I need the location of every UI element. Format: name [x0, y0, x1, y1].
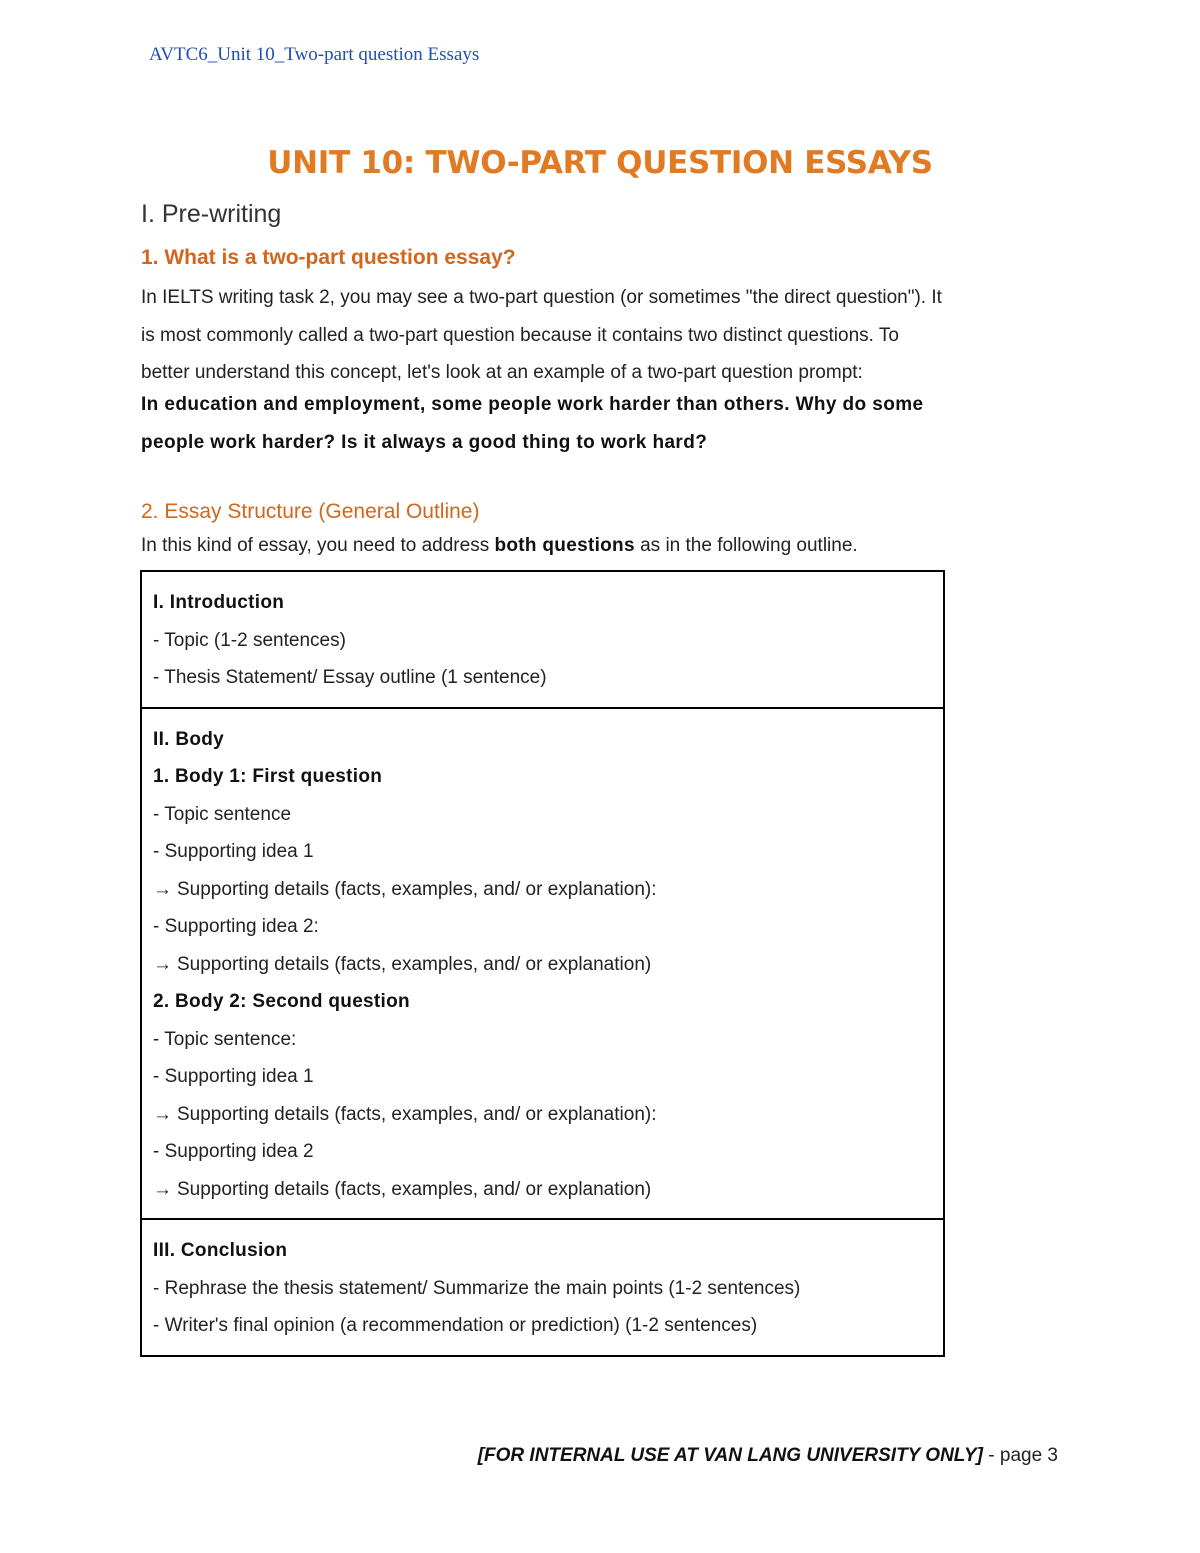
- right-arrow-icon: →: [153, 1178, 172, 1200]
- paragraph-line: In IELTS writing task 2, you may see a two-part question (or sometimes "the direct question"). It: [141, 287, 942, 308]
- outline-line: [153, 871, 943, 909]
- outline-cell-body: [142, 707, 943, 1219]
- section-heading-prewriting: I. Pre-writing: [141, 200, 282, 228]
- paragraph-line: is most commonly called a two-part question because it contains two distinct questions. To: [141, 324, 899, 346]
- outline-line-text: Supporting details (facts, examples, and/ or explanation):: [177, 878, 657, 900]
- intro-text-before: In this kind of essay, you need to address: [141, 535, 495, 556]
- intro-text-bold: both questions: [494, 535, 635, 556]
- page-footer: [0, 1445, 1058, 1467]
- running-header: AVTC6_Unit 10_Two-part question Essays: [149, 44, 480, 65]
- subheading-essay-structure: 2. Essay Structure (General Outline): [141, 500, 480, 523]
- example-prompt: [141, 386, 1071, 461]
- outline-line-text: Supporting details (facts, examples, and/ or explanation): [177, 953, 652, 975]
- outline-line: - Supporting idea 1: [153, 1066, 314, 1087]
- outline-cell-conclusion: [142, 1218, 943, 1355]
- body1-title: 1. Body 1: First question: [153, 766, 383, 787]
- right-arrow-icon: →: [153, 878, 172, 900]
- prompt-line: In education and employment, some people work harder than others. Why do some: [141, 394, 924, 415]
- page-number: - page 3: [983, 1445, 1058, 1466]
- outline-table: [140, 570, 945, 1357]
- outline-cell-title: II. Body: [153, 728, 225, 750]
- outline-cell-introduction: [142, 572, 943, 707]
- outline-line: - Topic (1-2 sentences): [153, 629, 346, 651]
- outline-line: - Supporting idea 2: [153, 1141, 314, 1162]
- outline-cell-title: III. Conclusion: [153, 1240, 288, 1261]
- right-arrow-icon: →: [153, 953, 172, 975]
- outline-line: [153, 946, 943, 984]
- outline-cell-title: I. Introduction: [153, 592, 285, 613]
- outline-line: - Thesis Statement/ Essay outline (1 sentence): [153, 667, 547, 688]
- prompt-line: people work harder? Is it always a good thing to work hard?: [141, 431, 708, 453]
- outline-intro-sentence: [141, 535, 858, 557]
- outline-line: - Topic sentence: [153, 803, 292, 825]
- outline-line: [153, 1096, 943, 1134]
- outline-line: - Supporting idea 2:: [153, 916, 319, 937]
- intro-paragraph: [141, 279, 1071, 392]
- outline-line-text: Supporting details (facts, examples, and/ or explanation): [177, 1178, 652, 1200]
- body2-title: 2. Body 2: Second question: [153, 991, 410, 1012]
- subheading-what-is: 1. What is a two-part question essay?: [141, 246, 516, 269]
- paragraph-line: better understand this concept, let's look at an example of a two-part question prompt:: [141, 362, 863, 383]
- outline-line: - Supporting idea 1: [153, 841, 314, 862]
- outline-line: - Rephrase the thesis statement/ Summarize the main points (1-2 sentences): [153, 1277, 801, 1299]
- outline-line: - Writer's final opinion (a recommendation or prediction) (1-2 sentences): [153, 1315, 758, 1336]
- outline-line: [153, 1171, 943, 1209]
- outline-line: - Topic sentence:: [153, 1028, 297, 1050]
- intro-text-after: as in the following outline.: [634, 535, 858, 556]
- page-title: UNIT 10: TWO-PART QUESTION ESSAYS: [267, 145, 933, 181]
- outline-line-text: Supporting details (facts, examples, and/ or explanation):: [177, 1103, 657, 1125]
- right-arrow-icon: →: [153, 1103, 172, 1125]
- footer-notice: [FOR INTERNAL USE AT VAN LANG UNIVERSITY ONLY]: [477, 1445, 983, 1466]
